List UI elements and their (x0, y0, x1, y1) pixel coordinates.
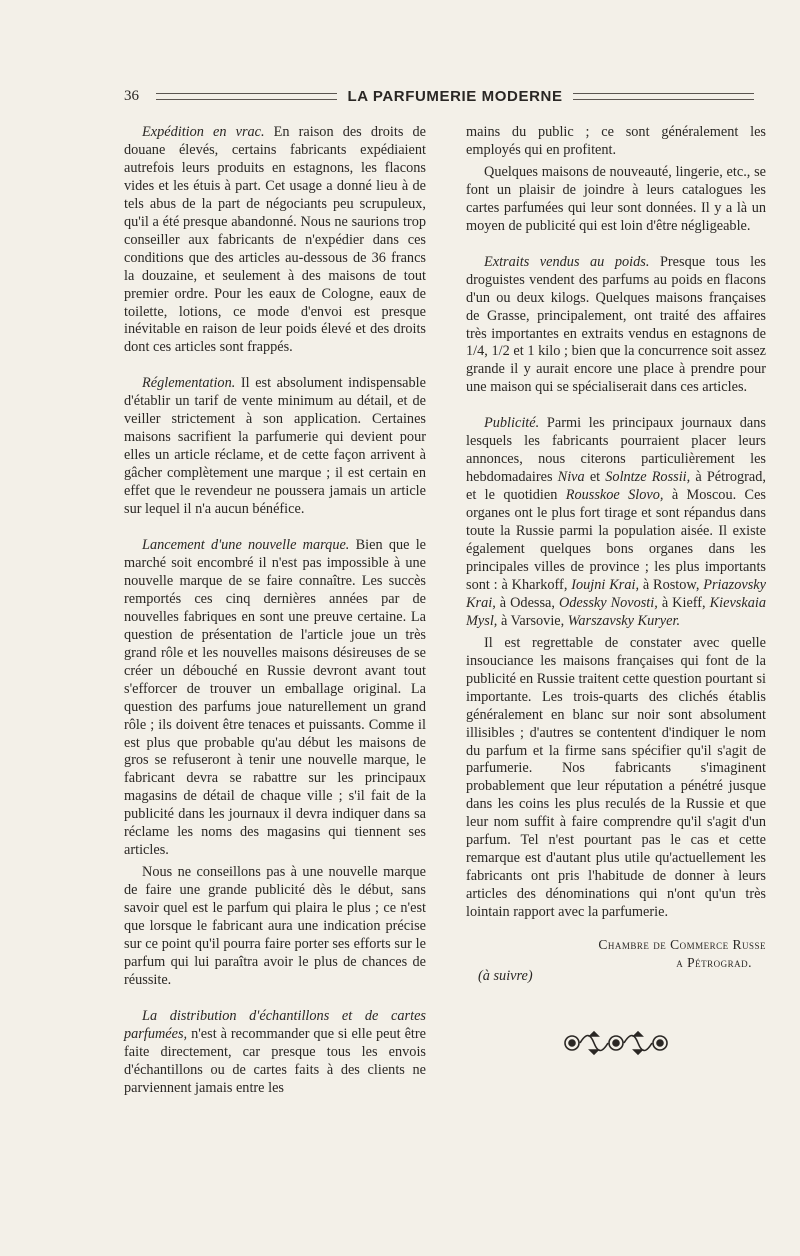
page-number: 36 (124, 87, 139, 104)
text-run: à Varsovie, (497, 612, 568, 629)
newspaper-title: Odessky Novosti, (558, 594, 658, 611)
newspaper-title: Priazovsky Krai, (466, 576, 766, 611)
signature-line-2: a Pétrograd. (676, 954, 752, 970)
text-run: à Kieff, (657, 594, 710, 611)
paragraph-text: mains du public ; ce sont généralement les employés qui en profitent. (466, 124, 766, 158)
signature (466, 936, 766, 972)
paragraph-regrettable (466, 635, 766, 922)
paragraph-expedition (124, 124, 426, 357)
paragraph-heading: Extraits vendus au poids. (484, 253, 650, 270)
paragraph-distribution (124, 1008, 426, 1098)
newspaper-title: Warszavsky Kuryer. (567, 612, 681, 629)
floral-ornament-icon (466, 1030, 766, 1056)
newspaper-title: Ioujni Krai, (571, 576, 640, 593)
paragraph-extraits (466, 254, 766, 398)
text-run: et (584, 469, 606, 486)
paragraph-reglementation (124, 375, 426, 519)
left-column (124, 124, 426, 1098)
paragraph-text: En raison des droits de douane élevés, certains fabricants expédiaient autrefois leurs produits en estagnons, les flacons vides et les étuis à part. Cet usage a donné lieu à de tels abus de la part de négociants peu scrupuleux, qu'il a été presque abandonné. Nous ne saurions trop conseiller aux fabricants de n'expédier dans ces conditions que des articles au-dessous de 36 francs la douzaine, et seulement à des maisons de tout premier ordre. Pour les eaux de Cologne, eaux de toilette, lotions, ce mode d'envoi est presque inévitable en raison de leur poids élevé et des droits dont ces articles sont frappés. (124, 124, 426, 356)
paragraph-text: Quelques maisons de nouveauté, lingerie, etc., se font un plaisir de joindre à leurs catalogues les cartes parfumées qui leur sont données. Il y a là un moyen de publicité qui est loin d'être négligeable. (466, 163, 766, 234)
right-column (466, 124, 766, 1056)
paragraph-heading: Réglementation. (142, 375, 236, 392)
text-run: à Rostow, (639, 576, 704, 593)
text-run: Parmi les principaux journaux dans lesquels les fabricants pourraient placer leurs annonces, nous citerons particulièrement les hebdomadaires (466, 415, 766, 486)
newspaper-title: Rousskoe Slovo, (565, 487, 664, 504)
paragraph-heading: La distribution d'échantillons et de cartes parfumées, (124, 1007, 426, 1042)
paragraph-text (466, 415, 766, 628)
paragraph-text: Nous ne conseillons pas à une nouvelle marque de faire une grande publicité dès le début, sans savoir quel est le parfum qui plaira le plus ; ce n'est que lorsque le fabricant aura une indication précise sur ce point qu'il pourra faire porter ses efforts sur le parfum qui lui paraîtra avoir le plus de chances de réussite. (124, 864, 426, 988)
newspaper-title: Solntze Rossii, (605, 469, 691, 486)
to-be-continued: (à suivre) (478, 967, 533, 984)
running-title: LA PARFUMERIE MODERNE (347, 87, 563, 105)
text-run: à Moscou. Ces organes ont le plus fort tirage et sont répandus dans toute la Russie parmi la population aisée. Il existe également quelques bons organes dans les principales villes de province ; les plus importants sont : à Kharkoff, (466, 487, 766, 593)
paragraph-heading: Expédition en vrac. (142, 124, 265, 140)
header-rule-left (156, 93, 337, 100)
paragraph-text: Il est regrettable de constater avec quelle insouciance les maisons françaises qui font de la publicité en Russie traitent cette question pourtant si importante. Les trois-quarts des clichés établis généralement en blanc sur noir sont absolument illisibles ; d'autres se contentent d'indiquer le nom du parfum et la firme sans spécifier qu'il s'agit de parfumerie. Nos fabricants s'imaginent probablement que leur réputation a pénétré jusque dans les coins les plus reculés de la Russie et que leur nom suffit à faire comprendre qu'il s'agit d'un parfum. Tel n'est pourtant pas le cas et cette remarque est d'autant plus utile qu'actuellement les fabricants ont pris l'habitude de donner à leurs articles des dénominations qui n'ont qu'un très lointain rapport avec la parfumerie. (466, 634, 766, 921)
floral-ornament-svg (560, 1030, 672, 1056)
text-run: à Odessa, (495, 594, 559, 611)
paragraph-continuation (466, 124, 766, 160)
page-header (124, 86, 764, 106)
paragraph-text: Il est absolument indispensable d'établir un tarif de vente minimum au détail, et de veiller strictement à son application. Certaines maisons sacrifient la parfumerie qui devient pour elles un article réclame, et de cette façon arrivent à gâcher complètement une marque ; il est certain en effet que le revendeur ne poussera jamais un article sur lequel il n'a aucun bénéfice. (124, 375, 426, 518)
paragraph-conseil (124, 864, 426, 990)
newspaper-title: Niva (557, 469, 585, 486)
paragraph-text: n'est à recommander que si elle peut être faite directement, car presque tous les envois d'échantillons ou de cartes faits à des clients ne parviennent jamais entre les (124, 1025, 426, 1096)
text-run: à Pétrograd, et le quotidien (466, 469, 766, 504)
paragraph-heading: Lancement d'une nouvelle marque. (142, 537, 350, 554)
signature-line-1: Chambre de Commerce Russe (598, 937, 766, 953)
paragraph-text: Presque tous les droguistes vendent des parfums au poids en flacons d'un ou deux kilogs. Quelques maisons françaises de Grasse, principalement, ont traité des affaires très importantes en extraits vendus en estagnons de 1/4, 1/2 et 1 kilo ; bien que la concurrence soit assez grande il y aurait encore une place à prendre pour une maison qui se spécialiserait dans ces articles. (466, 253, 766, 396)
paragraph-nouveaute (466, 164, 766, 236)
paragraph-lancement (124, 537, 426, 860)
header-rule-right (573, 93, 754, 100)
paragraph-heading: Publicité. (484, 415, 540, 432)
paragraph-publicite (466, 415, 766, 630)
paragraph-text: Bien que le marché soit encombré il n'est pas impossible à une nouvelle marque de se faire connaître. Les succès remportés ces cinq dernières années par de nouvelles fabriques en sont une preuve certaine. La question de présentation de l'article joue un très grand rôle et les nouvelles maisons désireuses de se créer un débouché en Russie devront avant tout s'efforcer de trouver un emballage original. La question des parfums joue naturellement un grand rôle ; ils doivent être tenaces et puissants. Comme il est plus que probable qu'au début les maisons de gros se refuseront à tenir une nouvelle marque, le fabricant devra se rabattre sur les principaux magasins de détail de chaque ville ; s'il fait de la publicité dans les journaux il devra indiquer dans sa réclame les noms des magasins qui tiennent ses articles. (124, 537, 427, 859)
newspaper-title: Kievskaia Mysl, (466, 594, 766, 629)
